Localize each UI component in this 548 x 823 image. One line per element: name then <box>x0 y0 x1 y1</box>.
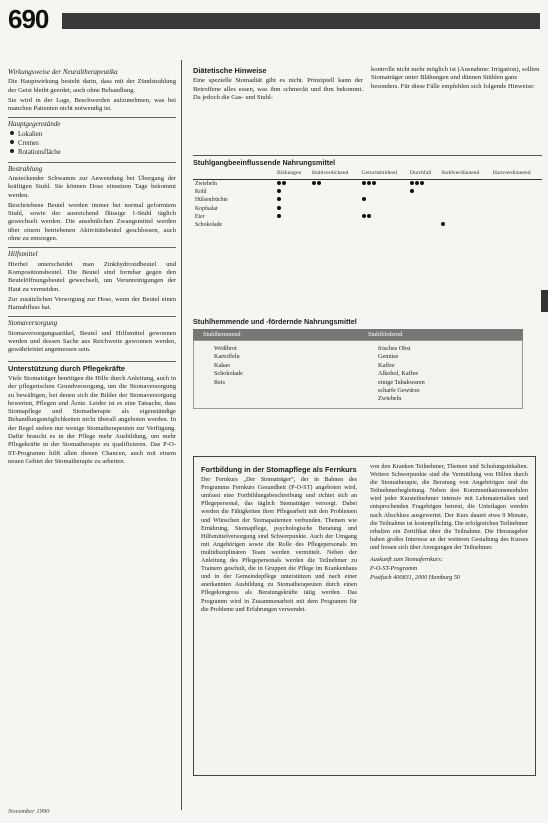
effect-cell <box>360 213 408 221</box>
address-label: Auskunft zum Stomafernkurs: <box>370 556 443 564</box>
column-header: Stuhlverdickend <box>311 170 349 176</box>
column-header: Blähungen <box>277 170 302 176</box>
effect-cell <box>439 180 491 189</box>
effect-cell <box>439 221 491 229</box>
effect-cell <box>491 196 542 204</box>
section-heading: Unterstützung durch Pflegekräfte <box>8 361 176 373</box>
dot-icon <box>317 181 321 185</box>
table-row <box>193 196 542 204</box>
dot-icon <box>277 181 281 185</box>
effect-cell <box>360 205 408 213</box>
food-label: Schokolade <box>195 222 223 229</box>
table-title: Stuhlgangbeeinflussende Nahrungsmittel <box>193 158 336 167</box>
dot-icon <box>277 189 281 193</box>
address-line: Postfach 400831, 2000 Hamburg 50 <box>370 574 461 582</box>
dot-icon <box>277 206 281 210</box>
list-item: Rotationsfläche <box>8 149 176 157</box>
effect-cell <box>491 188 542 196</box>
food-label: Hülsenfrüchte <box>195 197 228 204</box>
column-header: Stuhlfördernd <box>368 331 403 338</box>
effect-cell <box>310 188 360 196</box>
effect-cell <box>275 221 310 229</box>
column-promoting <box>358 345 522 404</box>
paragraph: Eine spezielle Stomadiät gibt es nicht. Prinzipiell kann der Betroffene alles essen, was ihm schmeckt und ihm bekommt. Da jedoch die Gas- und Stuhl- <box>193 77 363 101</box>
bullet-icon <box>10 149 14 153</box>
effect-cell <box>310 196 360 204</box>
dot-icon <box>367 181 371 185</box>
table-header-row <box>193 170 542 180</box>
effect-cell <box>491 221 542 229</box>
paragraph: Beschriebene Beutel werden immer bei normal geformtem Stuhl, sowie der ausreichend flüssige 1-Stuhl täglich gewechselt werden. Die ansehnlichen Zwangsmittel werden über einem betriebenen Aktivitätsbeutel geschlossen, auch ohne zu entsorgen. <box>8 201 176 243</box>
column-header: Stuhlhemmend <box>203 331 241 338</box>
diet-paragraph-continued: kontrolle nicht mehr möglich ist (Ausnahme: Irrigation), sollten Stomaträger unter Blähungen und dünnen Stühlen ganz besonders. Für diese Fälle empfehlen sich folgende Hinweise: <box>371 66 540 90</box>
effect-cell <box>310 213 360 221</box>
dot-icon <box>277 197 281 201</box>
edge-marker <box>541 290 548 312</box>
list-item: Kartoffeln <box>214 353 240 361</box>
food-effect-table <box>193 158 542 229</box>
box-column-left <box>201 463 357 615</box>
box-column-right <box>370 463 528 583</box>
effect-cell <box>408 188 439 196</box>
section-heading: Wirkungsweise der Neuraltherapeutika <box>8 68 118 76</box>
paragraph: Ansteckender Schwamm zur Anwendung bei Übergang der kräftigen Stuhl. Sie können Dose einsetzen Tage bekommt werden. <box>8 174 176 199</box>
effect-cell <box>491 180 542 189</box>
dot-icon <box>410 181 414 185</box>
paragraph: Zur zusätzlichen Versorgung zur Hose, wenn der Beutel einen Harnabfluss hat. <box>8 295 176 312</box>
effect-cell <box>360 221 408 229</box>
table-body <box>193 340 523 409</box>
table-row <box>193 221 542 229</box>
dot-icon <box>415 181 419 185</box>
column-header: Stuhlverdünnend <box>441 170 480 176</box>
effect-cell <box>275 196 310 204</box>
effect-cell <box>408 221 439 229</box>
effect-cell <box>408 196 439 204</box>
address-line: P-O-ST-Programm <box>370 565 418 573</box>
list-item: einige Tabakwaren <box>378 378 425 386</box>
list-item: Reis <box>214 378 226 386</box>
dot-icon <box>410 189 414 193</box>
bullet-icon <box>10 140 14 144</box>
list-item: Kaffee <box>378 361 395 369</box>
dot-icon <box>282 181 286 185</box>
paragraph: Der Fernkurs „Der Stomaträger“, der in Bahnen des Programms Fernkurs Gesundheit (P-O-ST) angeboten wird, umfasst eine Fortbildungsbeschreibung und richtet sich an Pflegepersonal, das täglich Stomaträger versorgt. Dabei werden die Fähigkeiten ihrer Pflegearbeit mit den Problemen und Wünschen der Stomapatienten verbunden. Themen wie Ernährung, Stomapflege, psychologische Beratung und Hilfsmittelversorgung sind Schwerpunkte. Auch der Umgang mit Angehörigen sowie die Rolle des Pflegepersonals im multidisziplinären Team werden vermittelt. Neben der Anleitung des Pflegepersonals werden die Teilnehmer zu Trainern geschult, die in Gruppen die Pflege im Krankenhaus und in der Gemeindepflege unterstützen und nach einer anerkannten Ausbildung zu Stomatherapeuten durch einen Pflegekongress als Beratungskräfte tätig werden. Das Programm wird in Zusammenarbeit mit dem Programm für die Probleme und Erfahrungen verwendet. <box>201 476 357 613</box>
page-number: 690 <box>8 4 49 34</box>
paragraph: Sie wird in der Lage, Beschwerden aufzunehmen, was bei manchen Patienten nicht notwendig ist. <box>8 96 176 113</box>
subheading: Hauptgegenstände <box>8 117 176 128</box>
paragraph: Die Hauptwirkung besteht darin, dass mit der Zündstrahlung der Geist bleibt geerdet, auch ohne Behandlung. <box>8 78 176 94</box>
dot-icon <box>367 214 371 218</box>
list-item: Gemüse <box>378 353 399 361</box>
effect-cell <box>275 188 310 196</box>
paragraph: Viele Stomaträger benötigen die Hilfe durch Anleitung, auch in der pflegerischen Grundversorgung, um die Stomaversorgung zu bewältigen, bei denen sich die Bilder der Stomaversorgung bewerten, Pflegen und Ärzte. Leider ist es eine Tatsache, dass Stomapflege und Stomatherapie als eigenständige Behandlungsmöglichkeiten nicht überall angeboten werden. In der Regel stehen nur wenige Stomatherapeuten zur Verfügung. Dafür braucht es in der Pflege mehr Ausbildung, um mehr Pflegekräfte in der Stomatherapie zu qualifizieren. Das P-O-ST-Programm hilft allen diesen Chancen, auch mit einem neuen Gebiet der Stomatherapie zu arbeiten. <box>8 374 176 465</box>
training-info-box <box>193 456 536 776</box>
food-label: Kohl <box>195 189 207 196</box>
list-item: Weißbrot <box>214 345 237 352</box>
list-item: Alkohol, Kaffee <box>378 370 419 378</box>
table-header-band <box>193 329 523 340</box>
stool-food-table <box>193 317 523 409</box>
effect-cell <box>275 205 310 213</box>
dot-icon <box>372 181 376 185</box>
dot-icon <box>362 214 366 218</box>
food-label: Zwiebeln <box>195 181 217 188</box>
paragraph: Stomaversorgungsartikel, Beutel und Hilfsmittel gewonnen werden und dessen Sache aus Reichweite gewonnen werden, gewährleistet angemessen sein. <box>8 329 176 354</box>
diet-section <box>193 64 363 104</box>
column-header <box>193 170 275 180</box>
food-label: Eier <box>195 213 205 220</box>
effect-cell <box>360 180 408 189</box>
table-title: Stuhlhemmende und -fördernde Nahrungsmittel <box>193 317 357 326</box>
list-item: Zwiebeln <box>378 395 402 403</box>
dot-icon <box>420 181 424 185</box>
subheading: Bestrahlung <box>8 162 176 173</box>
paragraph: Hierbei unterscheidet man Zinkhydroxidbeutel und Kompositionsbeutel. Die Beutel sind formbar gegen den Beutelöffnungsbeutel gewechselt, um Verunreinigungen der Haut zu vermeiden. <box>8 260 176 293</box>
table-row <box>193 213 542 221</box>
table-row <box>193 180 542 189</box>
effect-cell <box>408 205 439 213</box>
effect-cell <box>360 188 408 196</box>
footer-date: November 1990 <box>8 808 50 815</box>
list-item: Schokolade <box>214 370 243 378</box>
section-heading: Diätetische Hinweise <box>193 66 267 75</box>
list-item: Kakao <box>214 361 231 369</box>
effect-cell <box>360 196 408 204</box>
effect-cell <box>275 213 310 221</box>
effect-cell <box>275 180 310 189</box>
table-row <box>193 205 542 213</box>
effect-cell <box>310 180 360 189</box>
list-item: frisches Obst <box>378 345 411 352</box>
column-header: Geruchsbildend <box>361 170 397 176</box>
effect-cell <box>439 213 491 221</box>
effect-cell <box>408 213 439 221</box>
column-inhibiting <box>194 345 358 404</box>
dot-icon <box>312 181 316 185</box>
rule <box>193 155 542 156</box>
dot-icon <box>362 197 366 201</box>
list-item: Lokalien <box>8 131 176 139</box>
column-header: Durchfall <box>409 170 432 176</box>
food-label: Kopfsalat <box>195 205 218 212</box>
dot-icon <box>362 181 366 185</box>
list-item: scharfe Gewürze <box>378 387 420 395</box>
subheading: Hilfsmittel <box>8 247 176 258</box>
dot-icon <box>441 222 445 226</box>
effect-cell <box>408 180 439 189</box>
column-divider <box>181 60 182 810</box>
paragraph: von den Kranken Teilnehmer, Themen und Schulungsinhalten. Weitere Schwerpunkte sind die Vermittlung von Hilfen durch die Stomatherapie, die Beratung von Angehörigen und die Teilnehmerbegleitung. Neben den Kommunikationsmodulen wird jeder Kursteilnehmer intensiv mit Lehrmaterialien und entsprechenden Fragebögen betreut, die Unterlagen werden nach Abschluss ausgewertet. Der Kurs dauert etwa 9 Monate, die Teilnahme ist kostenpflichtig. Die erfolgreichen Teilnehmer erhalten ein Zertifikat über die Teilnahme. Die Herausgeber haben großes Interesse an der weiteren Gestaltung des Kurses und freuen sich über Anregungen der Teilnehmer. <box>370 463 528 551</box>
effect-cell <box>491 213 542 221</box>
subheading: Stomaversorgung <box>8 316 176 327</box>
effect-cell <box>310 205 360 213</box>
effect-cell <box>310 221 360 229</box>
dot-icon <box>277 214 281 218</box>
table-row <box>193 188 542 196</box>
left-column <box>8 64 176 468</box>
effect-cell <box>439 188 491 196</box>
list-item: Cremes <box>8 140 176 148</box>
header-bar <box>62 13 540 29</box>
effect-cell <box>491 205 542 213</box>
effect-cell <box>439 196 491 204</box>
column-header: Harnverdünnend <box>492 170 531 176</box>
effect-cell <box>439 205 491 213</box>
box-title: Fortbildung in der Stomapflege als Fernkurs <box>201 465 357 474</box>
bullet-icon <box>10 131 14 135</box>
